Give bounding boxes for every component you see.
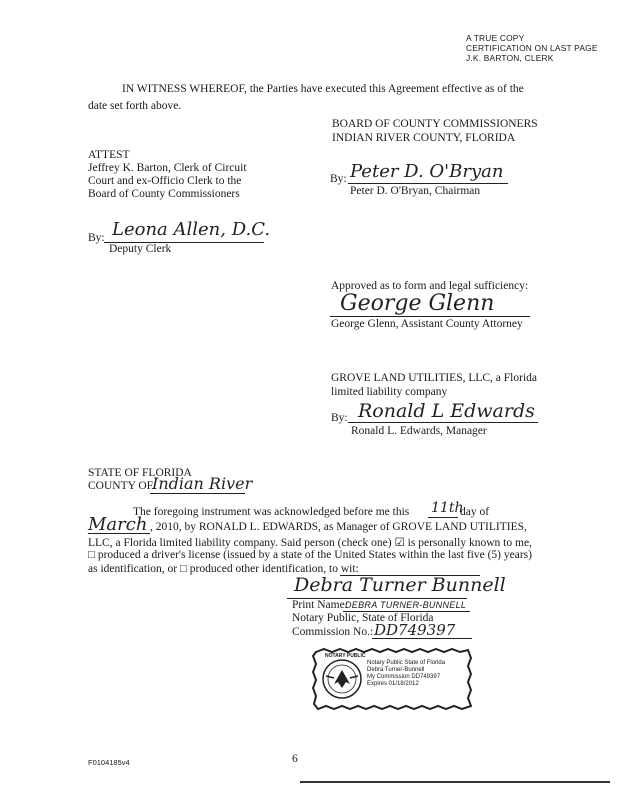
notary-seal-line1: Notary Public State of Florida <box>367 660 446 666</box>
witness-line2: date set forth above. <box>88 100 182 112</box>
attest-title: Deputy Clerk <box>109 243 172 255</box>
approval-text: Approved as to form and legal sufficiency: <box>331 280 529 292</box>
notary-title: Notary Public, State of Florida <box>292 612 434 624</box>
grove-line1: GROVE LAND UTILITIES, LLC, a Florida <box>331 372 538 384</box>
grove-signature: Ronald L Edwards <box>358 400 535 422</box>
notary-seal-line3: My Commission DD749397 <box>367 674 441 680</box>
approval-signature-line <box>330 316 530 317</box>
notary-seal-line4: Expires 01/18/2012 <box>367 681 419 687</box>
notary-commission-line <box>372 638 472 639</box>
notary-print-name-value: DEBRA TURNER-BUNNELL <box>345 600 467 610</box>
attest-line2: Court and ex-Officio Clerk to the <box>88 175 242 187</box>
grove-line2: limited liability company <box>331 386 448 398</box>
notary-month-value: March <box>88 514 148 535</box>
notary-para-line1a: The foregoing instrument was acknowledged before me this <box>133 506 410 518</box>
attest-signature: Leona Allen, D.C. <box>112 219 271 240</box>
board-by-label: By: <box>330 173 347 185</box>
attest-line1: Jeffrey K. Barton, Clerk of Circuit <box>88 162 247 174</box>
footer-page-number: 6 <box>292 753 298 765</box>
notary-state: STATE OF FLORIDA <box>88 467 192 479</box>
board-signer: Peter D. O'Bryan, Chairman <box>350 185 481 197</box>
notary-commission-value: DD749397 <box>374 621 456 639</box>
board-name-line2: INDIAN RIVER COUNTY, FLORIDA <box>332 132 516 144</box>
notary-seal-text <box>367 660 445 688</box>
notary-day-value: 11th <box>431 500 464 516</box>
attest-line3: Board of County Commissioners <box>88 188 240 200</box>
notary-para-line3: LLC, a Florida limited liability company. Said person (check one) ☑ is personally known to me, <box>88 537 532 549</box>
grove-signature-line <box>348 422 538 423</box>
footer-doc-id: F0104185v4 <box>88 758 130 767</box>
approval-signature: George Glenn <box>340 291 495 316</box>
approval-signer: George Glenn, Assistant County Attorney <box>331 318 523 330</box>
notary-day-line <box>428 517 458 518</box>
board-signature-line <box>348 183 508 184</box>
notary-county-value: Indian River <box>152 474 253 493</box>
grove-by-label: By: <box>331 412 348 424</box>
copy-stamp-line3: J.K. BARTON, CLERK <box>466 53 554 63</box>
notary-print-name-label: Print Name: <box>292 599 348 611</box>
board-name-line1: BOARD OF COUNTY COMMISSIONERS <box>332 118 538 130</box>
board-signature: Peter D. O'Bryan <box>350 161 504 182</box>
witness-line1: IN WITNESS WHEREOF, the Parties have executed this Agreement effective as of the <box>122 83 524 95</box>
notary-signature: Debra Turner Bunnell <box>294 574 506 596</box>
notary-para-line4: □ produced a driver's license (issued by a state of the United States within the last five (5) years) <box>88 549 532 561</box>
notary-para-line1b: day of <box>460 506 490 518</box>
notary-para-line2: , 2010, by RONALD L. EDWARDS, as Manager of GROVE LAND UTILITIES, <box>150 521 527 533</box>
notary-seal-emblem-text: NOTARY PUBLIC <box>325 653 366 659</box>
notary-commission-label: Commission No.: <box>292 626 374 638</box>
notary-county-line <box>150 493 245 494</box>
bottom-scan-edge <box>300 781 610 783</box>
notary-seal-line2: Debra Turner-Bunnell <box>367 667 425 673</box>
copy-stamp-line2: CERTIFICATION ON LAST PAGE <box>466 43 598 53</box>
attest-heading: ATTEST <box>88 149 130 161</box>
copy-stamp <box>466 33 598 63</box>
notary-para-line5: as identification, or □ produced other identification, to wit: <box>88 563 359 575</box>
attest-by-label: By: <box>88 232 105 244</box>
copy-stamp-line1: A TRUE COPY <box>466 33 525 43</box>
notary-month-line <box>88 533 150 534</box>
grove-signer: Ronald L. Edwards, Manager <box>351 425 487 437</box>
notary-seal <box>312 648 472 710</box>
notary-county-label: COUNTY OF <box>88 480 154 492</box>
